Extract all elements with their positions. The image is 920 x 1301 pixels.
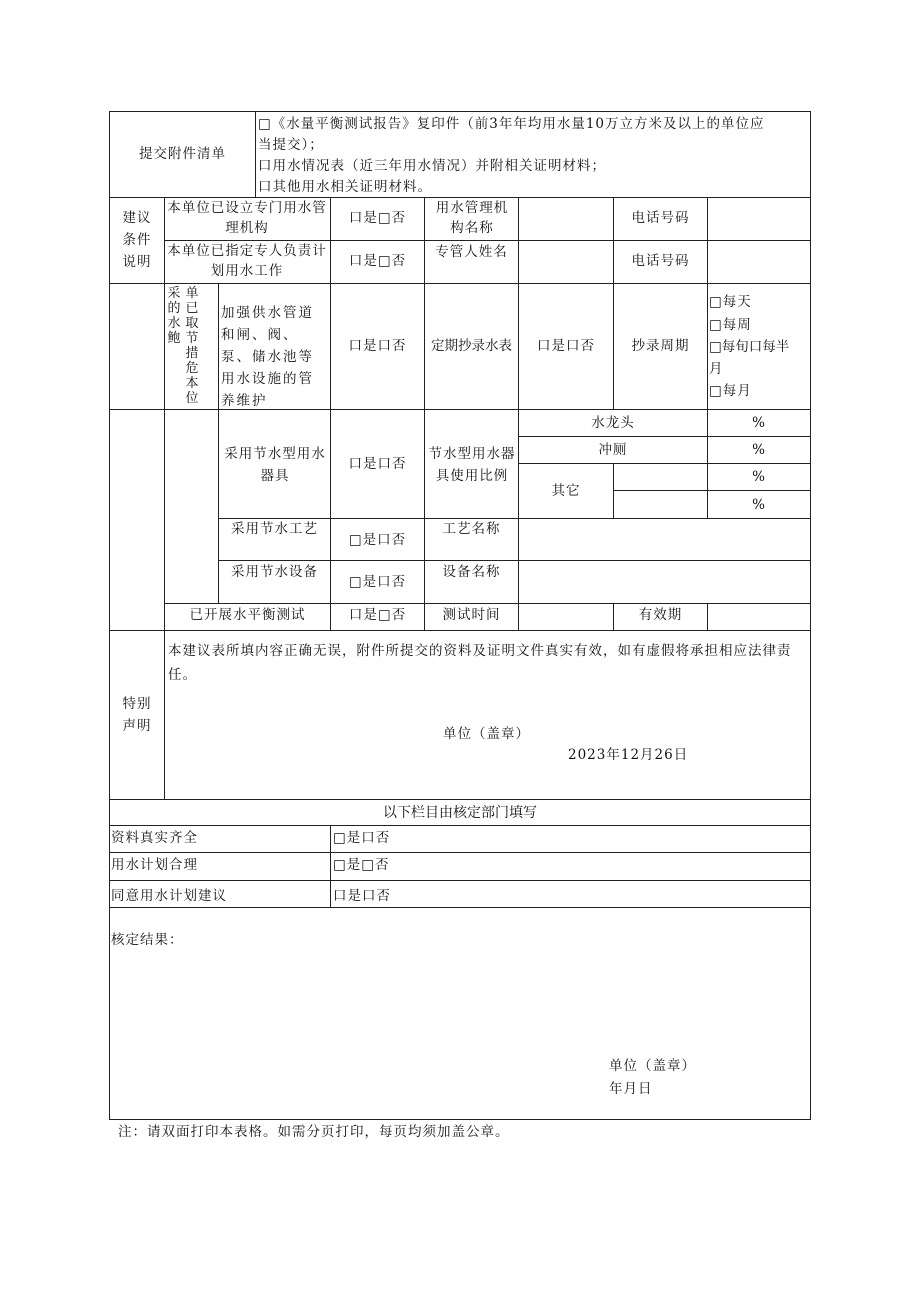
process-choice[interactable]: □是口否 — [348, 532, 407, 548]
equipment-question: 采用节水设备 — [231, 564, 318, 580]
fixture-toilet-percent[interactable]: % — [752, 442, 766, 458]
period-label: 抄录周期 — [631, 338, 690, 354]
dept-question: 本单位已设立专门用水管理机构 — [167, 200, 327, 236]
balance-test-validity-label: 有效期 — [638, 607, 683, 623]
row-divider — [109, 852, 811, 853]
row-divider — [109, 825, 811, 826]
declaration-label: 特别声明 — [122, 696, 152, 734]
process-question: 采用节水工艺 — [231, 521, 318, 537]
staff-name-label: 专管人姓名 — [435, 244, 508, 260]
attachment-item-report-cont: 当提交）； — [258, 137, 324, 153]
row-divider — [109, 880, 811, 881]
col-divider — [707, 603, 708, 630]
row-divider — [518, 463, 811, 464]
dept-name-label: 用水管理机构名称 — [435, 200, 509, 236]
table-border-left — [109, 111, 110, 1120]
col-divider — [707, 283, 708, 409]
balance-test-time-label: 测试时间 — [442, 607, 501, 623]
fixture-faucet-percent[interactable]: % — [752, 415, 766, 431]
row-divider — [518, 436, 811, 437]
dept-phone-label: 电话号码 — [631, 210, 690, 226]
staff-phone-label: 电话号码 — [631, 253, 690, 269]
fixture-other-percent-2[interactable]: % — [752, 497, 766, 513]
row-divider — [109, 799, 811, 800]
col-divider — [330, 825, 331, 907]
col-divider — [613, 463, 614, 518]
attachments-label: 提交附件清单 — [139, 146, 226, 162]
fixture-faucet: 水龙头 — [591, 415, 635, 431]
review-reasonable-label: 用水计划合理 — [111, 857, 198, 873]
col-divider — [255, 111, 256, 197]
measures-label-col-b: 单已取节措危本位 — [185, 286, 199, 406]
review-result-label: 核定结果： — [111, 932, 184, 948]
row-divider — [109, 630, 811, 631]
print-note: 注：请双面打印本表格。如需分页打印，每页均须加盖公章。 — [118, 1124, 510, 1140]
balance-test-choice[interactable]: 口是□否 — [348, 607, 407, 623]
row-divider — [109, 283, 811, 284]
table-border-right — [810, 111, 811, 1120]
staff-choice[interactable]: 口是□否 — [348, 253, 407, 269]
meter-choice[interactable]: 口是口否 — [537, 338, 595, 354]
balance-test-question: 已开展水平衡测试 — [189, 607, 306, 623]
col-divider — [164, 197, 165, 799]
col-divider — [218, 283, 219, 603]
attachment-item-usage-table[interactable]: 口用水情况表（近三年用水情况）并附相关证明材料； — [258, 158, 606, 174]
review-approve-choice[interactable]: 口是口否 — [333, 888, 391, 904]
fixture-other-percent[interactable]: % — [752, 469, 766, 485]
equipment-name-label: 设备名称 — [442, 564, 501, 580]
declaration-date: 2023年12月26日 — [568, 747, 689, 763]
equipment-choice[interactable]: □是口否 — [348, 574, 407, 590]
declaration-text: 本建议表所填内容正确无误，附件所提交的资料及证明文件真实有效，如有虚假将承担相应法律责任。 — [168, 643, 792, 683]
row-divider — [109, 409, 811, 410]
col-divider — [518, 197, 519, 283]
dept-choice[interactable]: 口是□否 — [348, 210, 407, 226]
review-header: 以下栏目由核定部门填写 — [383, 805, 537, 821]
row-divider — [613, 490, 811, 491]
fixture-toilet: 冲厕 — [598, 442, 628, 458]
fixtures-choice[interactable]: 口是口否 — [348, 456, 407, 472]
review-unit-seal: 单位（盖章） — [609, 1058, 696, 1074]
period-option-half-month: 月 — [709, 361, 724, 377]
attachment-item-other[interactable]: 口其他用水相关证明材料。 — [258, 179, 432, 195]
period-option-10day[interactable]: □每旬口每半 — [709, 339, 790, 355]
table-border-bottom — [109, 1119, 811, 1120]
review-approve-label: 同意用水计划建议 — [111, 888, 227, 904]
period-option-monthly[interactable]: □每月 — [709, 383, 752, 399]
review-complete-choice[interactable]: □是口否 — [333, 830, 391, 846]
attachment-item-report[interactable]: □《水量平衡测试报告》复印件（前3年年均用水量10万立方米及以上的单位应 — [258, 116, 765, 132]
col-divider — [424, 197, 425, 283]
maintenance-choice[interactable]: 口是口否 — [348, 338, 407, 354]
fixtures-ratio-label: 节水型用水器具使用比例 — [428, 446, 516, 484]
review-reasonable-choice[interactable]: □是□否 — [333, 857, 390, 873]
staff-question: 本单位已指定专人负责计划用水工作 — [167, 243, 327, 279]
review-date: 年月日 — [609, 1081, 653, 1097]
conditions-label: 建议条件说明 — [122, 210, 152, 270]
declaration-unit-seal: 单位（盖章） — [443, 726, 530, 742]
review-complete-label: 资料真实齐全 — [111, 830, 198, 846]
fixture-other: 其它 — [551, 483, 581, 499]
period-option-daily[interactable]: □每天 — [709, 294, 752, 310]
col-divider — [707, 197, 708, 283]
table-border-top — [109, 111, 811, 112]
process-name-label: 工艺名称 — [442, 521, 501, 537]
period-option-weekly[interactable]: □每周 — [709, 317, 752, 333]
row-divider — [109, 907, 811, 908]
measures-label-col-a: 采的水鲍 — [167, 286, 181, 346]
maintenance-question: 加强供水管道和闸、阀、泵、储水池等用水设施的管养维护 — [221, 305, 314, 409]
fixtures-question: 采用节水型用水器具 — [224, 446, 326, 484]
meter-label: 定期抄录水表 — [431, 338, 512, 354]
